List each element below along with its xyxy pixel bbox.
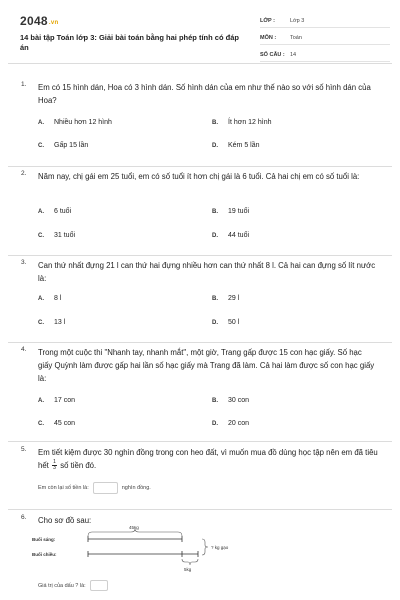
option-c[interactable]: C. 45 con bbox=[38, 420, 76, 427]
bottom-brace-label: 5kg bbox=[184, 567, 192, 572]
option-a[interactable]: A. Nhiều hơn 12 hình bbox=[38, 119, 112, 126]
question-text: Can thứ nhất đựng 21 l can thứ hai đựng nhiều hơn can thứ nhất 8 l. Cả hai can đựng số lít nước là: bbox=[38, 261, 376, 283]
option-d[interactable]: D. 20 con bbox=[212, 420, 250, 427]
option-a[interactable]: A. 8 l bbox=[38, 295, 62, 302]
segment-diagram bbox=[8, 526, 392, 576]
option-d[interactable]: D. Kém 5 lần bbox=[212, 142, 260, 149]
right-brace-label: ? kg gạo bbox=[211, 545, 229, 550]
question-5: 5. Em tiết kiệm được 30 nghìn đồng trong con heo đất, vì muốn mua đồ dùng học tập nên em đã tiêu hết $\frac{1}{3}$ số tiền đó. Em còn lại số tiền là: nghìn đồng. bbox=[8, 446, 392, 510]
diagram-row-afternoon-label: Buổi chiều: bbox=[32, 552, 57, 557]
diagram-row-morning-label: Buổi sáng: bbox=[32, 537, 56, 542]
bottom-brace bbox=[182, 559, 198, 565]
document-title: 14 bài tập Toán lớp 3: Giải bài toán bằng hai phép tính có đáp án bbox=[20, 33, 239, 52]
question-6: 6. Cho sơ đồ sau: Buổi sáng: Buổi chiều: 45kg ? kg gạo 5kg Giá trị của dấu ? là: bbox=[8, 514, 392, 600]
answer-input[interactable] bbox=[93, 482, 118, 494]
question-3: 3. Can thứ nhất đựng 21 l can thứ hai đựng nhiều hơn can thứ nhất 8 l. Cả hai can đựng số lít nước là: A. 8 l B. 29 l C. 13 l D. 50 l bbox=[8, 259, 392, 343]
question-text: Cho sơ đồ sau: bbox=[38, 516, 92, 525]
question-text: Em có 15 hình dán, Hoa có 3 hình dán. Số hình dán của em như thế nào so với số hình dán của Hoa? bbox=[38, 83, 371, 105]
logo[interactable]: 2048.vn bbox=[20, 14, 59, 28]
option-c[interactable]: C. Gấp 15 lần bbox=[38, 142, 89, 149]
top-brace bbox=[88, 529, 182, 536]
question-2: 2. Năm nay, chị gái em 25 tuổi, em có số tuổi ít hơn chị gái là 6 tuổi. Cả hai chị em có số tuổi là: A. 6 tuổi B. 19 tuổi C. 31 tuổi D. 44 tuổi bbox=[8, 170, 392, 256]
meta-grade: LỚP : Lớp 3 bbox=[260, 14, 390, 28]
option-a[interactable]: A. 17 con bbox=[38, 397, 76, 404]
option-b[interactable]: B. 19 tuổi bbox=[212, 208, 250, 215]
option-d[interactable]: D. 50 l bbox=[212, 319, 240, 326]
option-b[interactable]: B. 30 con bbox=[212, 397, 250, 404]
meta-info bbox=[260, 14, 390, 65]
fraction: $\frac{1}{3}$ bbox=[53, 459, 56, 472]
question-1: 1. Em có 15 hình dán, Hoa có 3 hình dán. Số hình dán của em như thế nào so với số hình dán của Hoa? A. Nhiều hơn 12 hình B. Ít hơn 12 hình C. Gấp 15 lần D. Kém 5 lần bbox=[8, 81, 392, 167]
question-4: 4. Trong một cuộc thi "Nhanh tay, nhanh mắt", một giờ, Trang gấp được 15 con hạc giấy. Số hạc giấy Quỳnh làm được gấp hai lần số hạc giấy mà Trang đã làm. Cả hai làm được số con hạc giấy là: A. 17 con B. 30 con C. 45 con D. 20 con bbox=[8, 346, 392, 442]
meta-question-count: SỐ CÂU : 14 bbox=[260, 48, 390, 62]
right-brace bbox=[202, 539, 208, 555]
question-text: Năm nay, chị gái em 25 tuổi, em có số tuổi ít hơn chị gái là 6 tuổi. Cả hai chị em có số tuổi là: bbox=[38, 172, 360, 181]
question-text: Trong một cuộc thi "Nhanh tay, nhanh mắt", một giờ, Trang gấp được 15 con hạc giấy. Số hạc giấy Quỳnh làm được gấp hai lần số hạc giấy mà Trang đã làm. Cả hai làm được số con hạc giấy là: bbox=[38, 348, 375, 383]
fill-in-row: Em còn lại số tiền là: nghìn đồng. bbox=[38, 482, 151, 494]
option-b[interactable]: B. 29 l bbox=[212, 295, 240, 302]
option-d[interactable]: D. 44 tuổi bbox=[212, 232, 250, 239]
top-brace-label: 45kg bbox=[129, 526, 139, 530]
option-a[interactable]: A. 6 tuổi bbox=[38, 208, 72, 215]
answer-input[interactable] bbox=[90, 580, 108, 591]
meta-subject: MÔN : Toán bbox=[260, 31, 390, 45]
fill-in-row: Giá trị của dấu ? là: bbox=[38, 580, 112, 591]
option-c[interactable]: C. 31 tuổi bbox=[38, 232, 76, 239]
page-header bbox=[8, 0, 392, 64]
option-c[interactable]: C. 13 l bbox=[38, 319, 66, 326]
question-text: Em tiết kiệm được 30 nghìn đồng trong con heo đất, vì muốn mua đồ dùng học tập nên em đã tiêu hết $\frac{1}{3}$ số tiền đó. bbox=[38, 448, 378, 472]
option-b[interactable]: B. Ít hơn 12 hình bbox=[212, 119, 272, 126]
